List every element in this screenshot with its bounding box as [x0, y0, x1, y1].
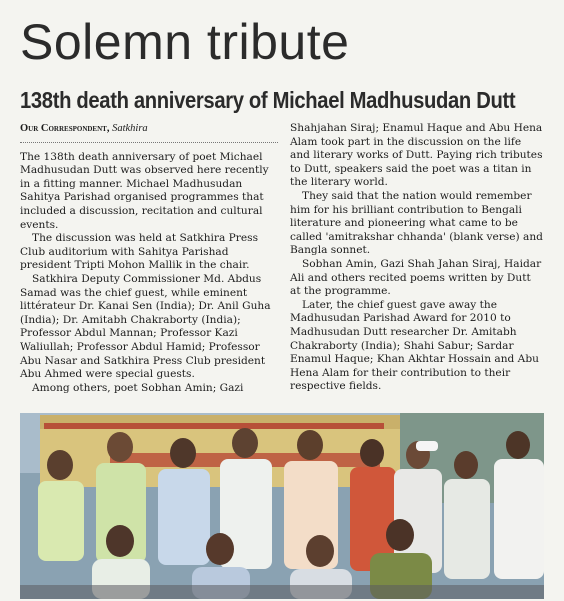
article-column-right: [290, 122, 544, 394]
subheadline: 138th death anniversary of Michael Madhusudan Dutt: [20, 87, 516, 113]
byline-author: Our Correspondent,: [20, 123, 110, 134]
article-paragraph: Later, the chief guest gave away the Madhusudan Parishad Award for 2010 to Madhusudan Dutt researcher Dr. Amitabh Chakraborty (India); Shahi Sabur; Sardar Enamul Haque; Khan Akhtar Hossain and Abu Hena Alam for their contribution to their respective fields.: [290, 298, 539, 393]
article-paragraph: They said that the nation would remember him for his brilliant contribution to Bengali literature and pioneering what came to be called 'amitrakshar chhanda' (blank verse) and Bangla sonnet.: [290, 189, 543, 257]
byline-location: Satkhira: [112, 123, 148, 134]
article-paragraph: The discussion was held at Satkhira Press Club auditorium with Sahitya Parishad president Tripti Mohon Mallik in the chair.: [20, 232, 259, 272]
article-paragraph: Satkhira Deputy Commissioner Md. Abdus Samad was the chief guest, while eminent littérateur Dr. Kanai Sen (India); Dr. Anil Guha (India); Dr. Amitabh Chakraborty (India); Professor Abdul Mannan; Professor Kazi Waliullah; Professor Abdul Hamid; Professor Abu Nasar and Satkhira Press Club president Abu Ahmed were special guests.: [20, 272, 271, 381]
article-paragraph: Shahjahan Siraj; Enamul Haque and Abu Hena Alam took part in the discussion on the life and literary works of Dutt. Paying rich tributes to Dutt, speakers said the poet was a titan in the literary world.: [290, 122, 543, 189]
article-column-left: [20, 122, 278, 395]
byline: [20, 122, 278, 143]
article-paragraph: Among others, poet Sobhan Amin; Gazi: [32, 381, 244, 394]
headline: Solemn tribute: [20, 14, 350, 70]
article-paragraph: Sobhan Amin, Gazi Shah Jahan Siraj, Haidar Ali and others recited poems written by Dutt at the programme.: [290, 257, 542, 298]
article-paragraph: The 138th death anniversary of poet Michael Madhusudan Dutt was observed here recently in a fitting manner. Michael Madhusudan Sahitya Parishad organised programmes that included a discussion, recitation and cultural events.: [20, 150, 269, 231]
event-photo: [20, 413, 544, 599]
event-photo-illustration: [20, 413, 544, 599]
